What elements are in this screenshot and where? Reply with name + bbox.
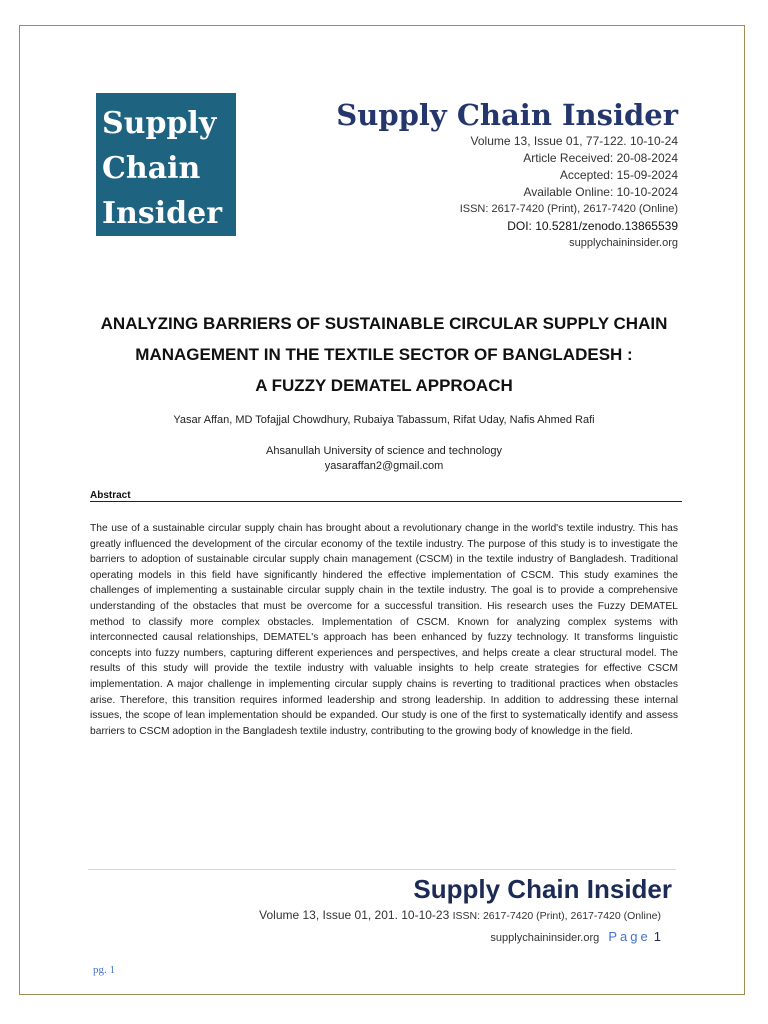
contact-email[interactable]: yasaraffan2@gmail.com (324, 460, 444, 472)
footer-divider (88, 869, 676, 870)
logo-line: Insider (102, 196, 222, 231)
abstract-heading: Abstract (90, 490, 131, 501)
title-line: A FUZZY DEMATEL APPROACH (255, 376, 513, 395)
masthead (336, 97, 678, 252)
page-label: Page (608, 929, 651, 944)
journal-name: Supply Chain Insider (336, 98, 678, 132)
website[interactable]: supplychaininsider.org (569, 237, 678, 249)
available-date: Available Online: 10-10-2024 (523, 185, 678, 199)
institution: Ahsanullah University of science and technology (265, 445, 503, 457)
footer-website-page (490, 929, 661, 944)
issn: ISSN: 2617-7420 (Print), 2617-7420 (Online) (459, 203, 678, 215)
affiliation (60, 444, 708, 474)
paper-title (60, 308, 708, 401)
logo-line: Supply (102, 106, 217, 141)
accepted-date: Accepted: 15-09-2024 (559, 168, 678, 182)
author-list: Yasar Affan, MD Tofajjal Chowdhury, Rubaiya Tabassum, Rifat Uday, Nafis Ahmed Rafi (173, 414, 595, 426)
abstract-text: The use of a sustainable circular supply chain has brought about a revolutionary change in the world's textile industry. This has greatly influenced the development of the circular economy of the textile industry. The purpose of this study is to investigate the barriers to adoption of sustainable circular supply chain management (CSCM) in the textile industry of Bangladesh. Traditional operating models in this field have significantly hindered the effective implementation of CSCM. This study examines the challenges of implementing a sustainable circular supply chain in the textile industry. The goal is to provide a comprehensive understanding of the obstacles that must be overcome for a successful transition. His research uses the Fuzzy DEMATEL method to classify more complex obstacles. Implementation of CSCM. Known for analyzing complex systems with interconnected causal relationships, DEMATEL's approach has been enhanced by fuzzy technology. It transforms linguistic concepts into fuzzy numbers, capturing different experiences and perspectives, and helps create a clear structural model. The results of this study will provide the textile industry with valuable insights to help create strategies for effective CSCM implementation. A major challenge in implementing circular supply chains is reverting to traditional practices when obstacles arise. Therefore, this transition requires informed leadership and strong leadership. In addition to addressing these internal issues, the scope of lean implementation should be expanded. Our study is one of the first to systematically identify and assess barriers to CSCM adoption in the Bangladesh textile industry, contributing to the growing body of knowledge in the field. (90, 523, 678, 737)
footer-website[interactable]: supplychaininsider.org (490, 932, 600, 944)
footer-issn: ISSN: 2617-7420 (Print), 2617-7420 (Online) (452, 910, 661, 922)
page-number: 1 (653, 929, 661, 944)
journal-logo (96, 93, 236, 236)
doi[interactable]: DOI: 10.5281/zenodo.13865539 (507, 219, 678, 233)
received-date: Article Received: 20-08-2024 (523, 151, 678, 165)
title-line: ANALYZING BARRIERS OF SUSTAINABLE CIRCULAR SUPPLY CHAIN (100, 314, 668, 333)
abstract-heading-rule (90, 491, 682, 502)
logo-line: Chain (102, 151, 201, 186)
footer-volume: Volume 13, Issue 01, 201. 10-10-23 (259, 908, 450, 922)
footer-journal-name: Supply Chain Insider (413, 874, 672, 904)
volume-info: Volume 13, Issue 01, 77-122. 10-10-24 (470, 134, 678, 148)
corner-page-number: pg. 1 (93, 964, 115, 976)
title-line: MANAGEMENT IN THE TEXTILE SECTOR OF BANGLADESH : (135, 345, 633, 364)
footer-volume-info (259, 908, 661, 922)
